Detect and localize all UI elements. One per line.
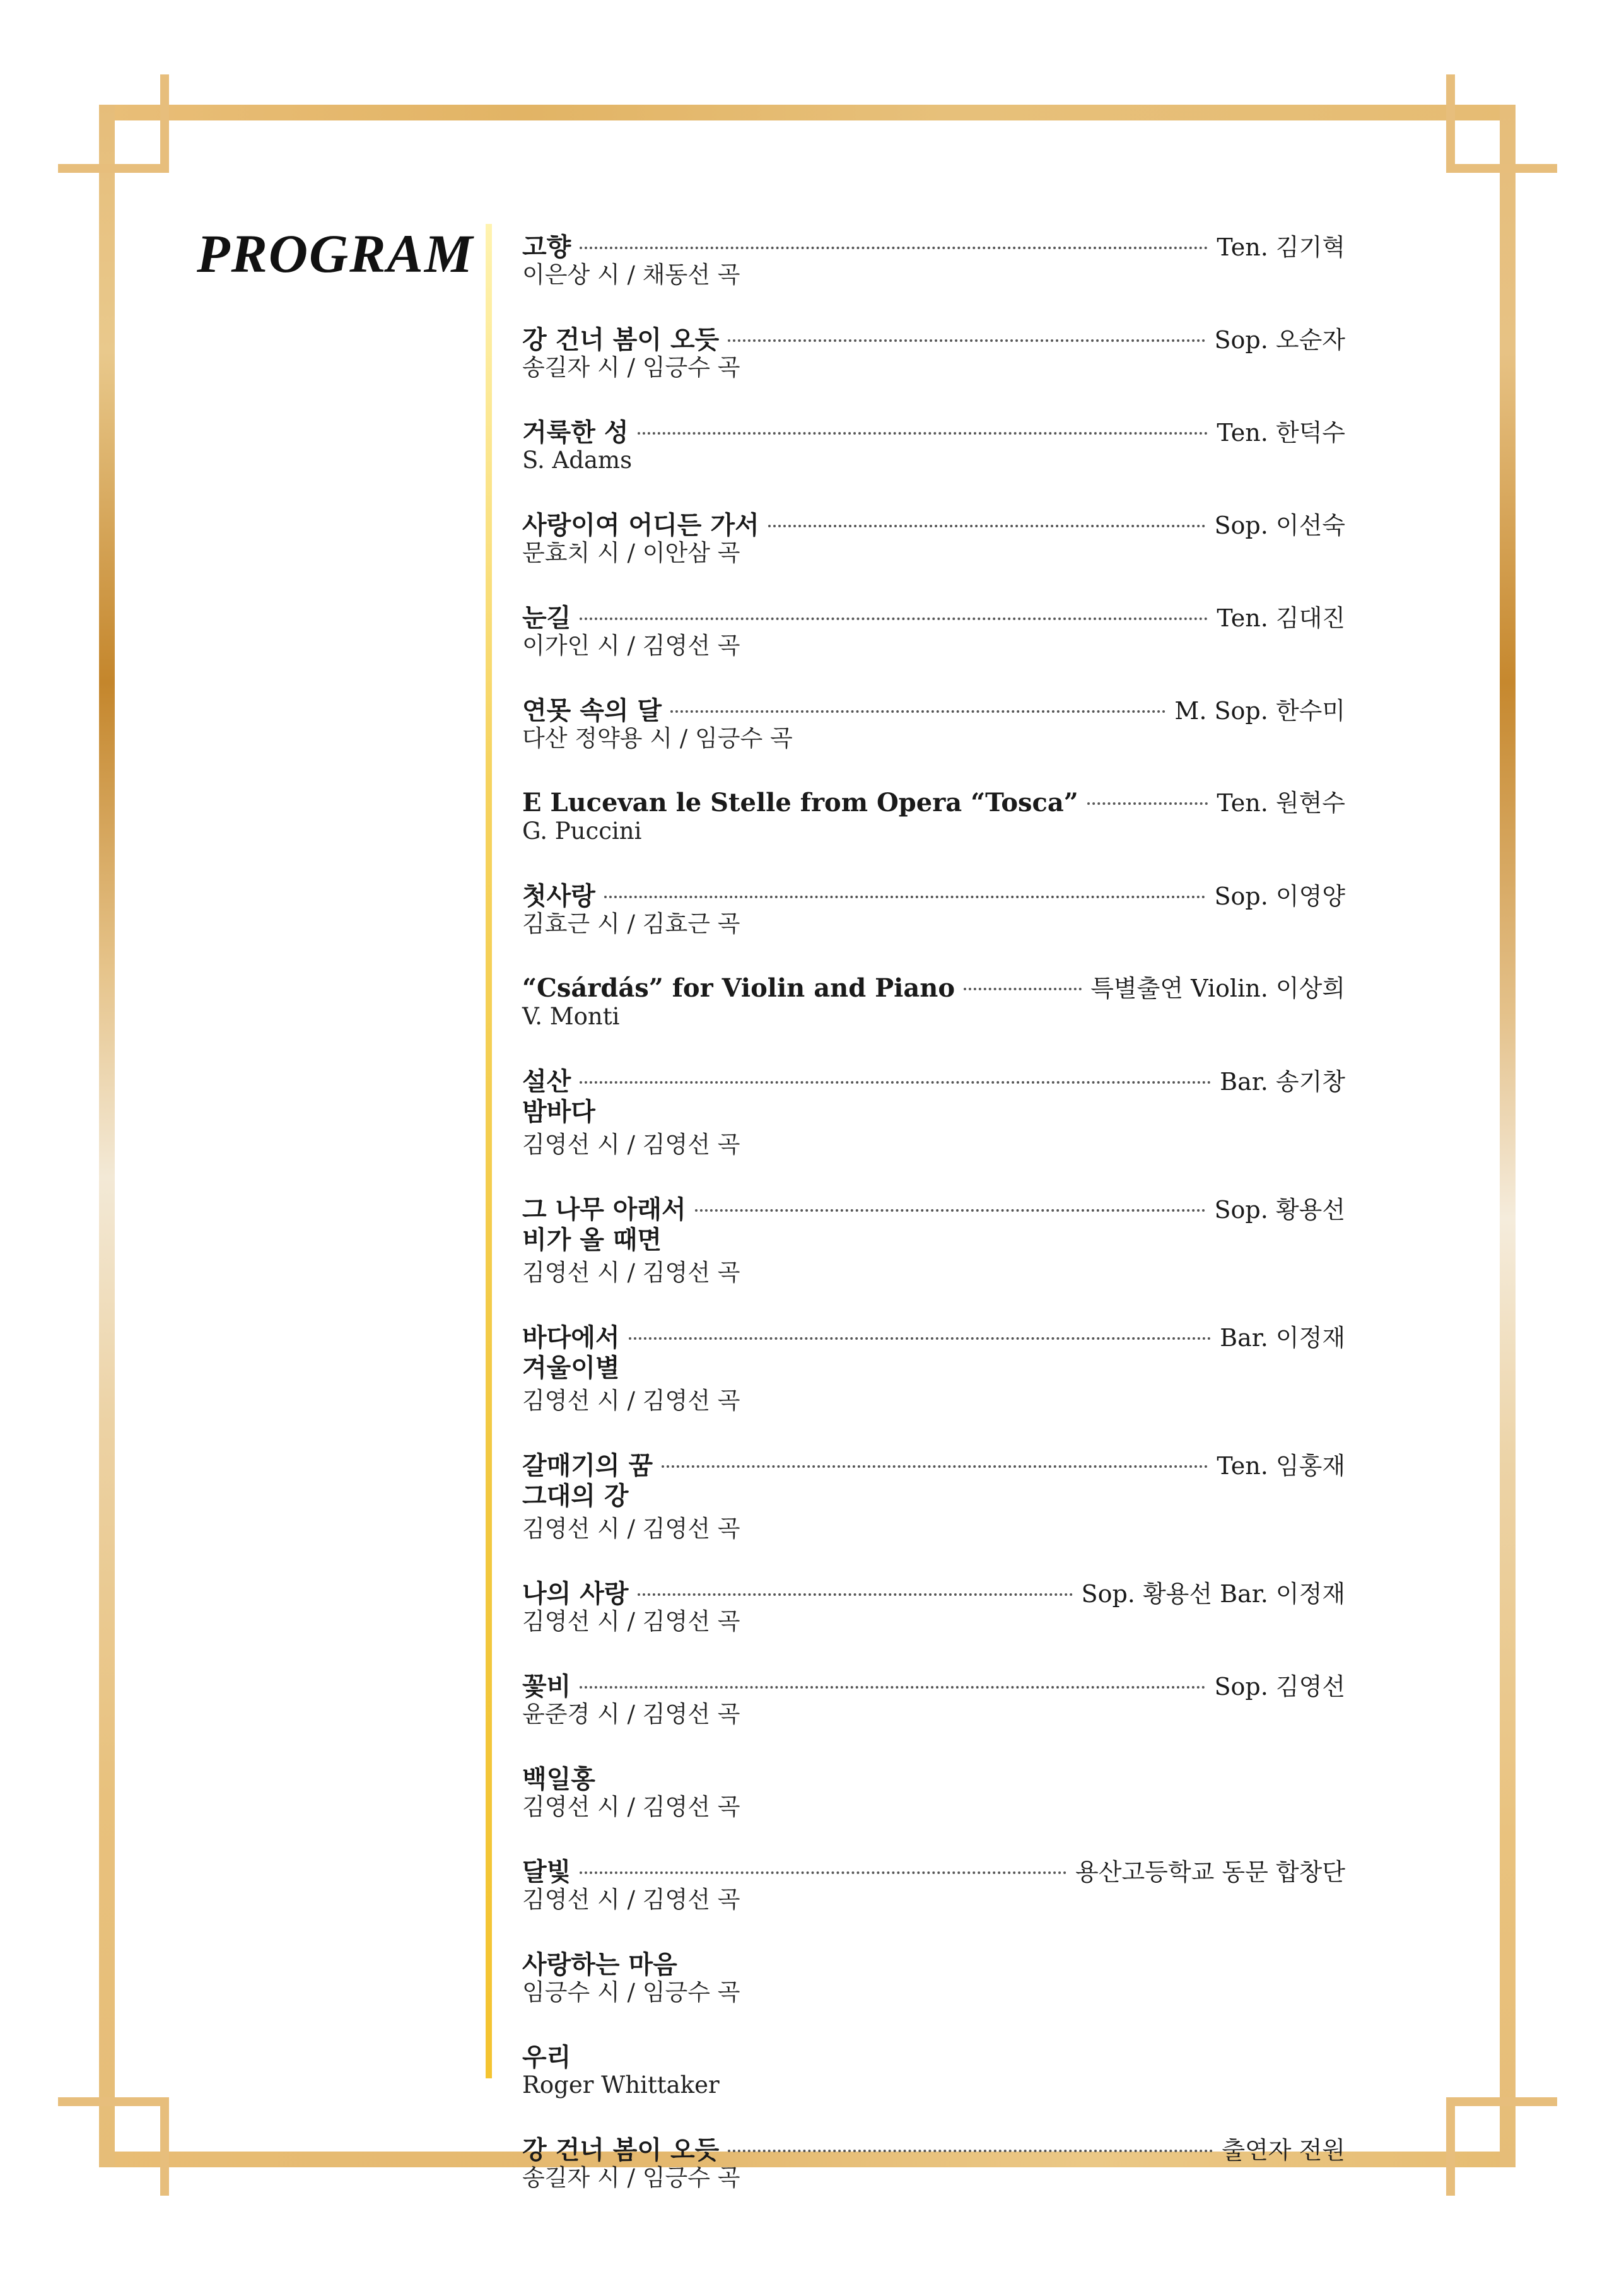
program-entry bbox=[522, 2037, 1345, 2100]
credit-line: 김영선 시 / 김영선 곡 bbox=[522, 1131, 740, 1158]
program-entry bbox=[522, 598, 1345, 661]
program-entry-row bbox=[522, 783, 1345, 816]
dot-leader bbox=[580, 1081, 1211, 1084]
program-entry-row bbox=[522, 1759, 1345, 1792]
program-entry-row bbox=[522, 1852, 1345, 1885]
program-entry-row bbox=[522, 691, 1345, 723]
program-entry-row bbox=[522, 598, 1345, 631]
program-entry-row bbox=[522, 1945, 1345, 1977]
program-entry-row bbox=[522, 413, 1345, 445]
credit-line: 윤준경 시 / 김영선 곡 bbox=[522, 1701, 740, 1728]
program-entry bbox=[522, 691, 1345, 754]
credit-line: 김효근 시 / 김효근 곡 bbox=[522, 910, 740, 937]
performer: Ten. 원현수 bbox=[1217, 789, 1345, 817]
song-title: 강 건너 봄이 오듯 bbox=[522, 2135, 720, 2165]
song-title: 달빛 bbox=[522, 1857, 571, 1887]
credit-line: 임긍수 시 / 임긍수 곡 bbox=[522, 1979, 740, 2006]
credit-line: 김영선 시 / 김영선 곡 bbox=[522, 1515, 740, 1542]
corner-bl-vertical bbox=[160, 2097, 169, 2196]
dot-leader bbox=[604, 896, 1206, 898]
corner-tr-vertical bbox=[1446, 74, 1455, 173]
program-entry-row bbox=[522, 1318, 1345, 1350]
credit-line: Roger Whittaker bbox=[522, 2071, 720, 2099]
performer: Bar. 송기창 bbox=[1220, 1068, 1345, 1096]
performer: Sop. 황용선 bbox=[1214, 1196, 1345, 1224]
song-title: 연못 속의 달 bbox=[522, 696, 662, 725]
song-title: 백일홍 bbox=[522, 1764, 595, 1794]
song-title-second: 비가 올 때면 bbox=[522, 1225, 662, 1255]
program-entry bbox=[522, 1446, 1345, 1544]
song-title: 첫사랑 bbox=[522, 881, 595, 911]
dot-leader bbox=[638, 432, 1208, 435]
song-title: 꽃비 bbox=[522, 1672, 571, 1701]
performer: Ten. 김기혁 bbox=[1217, 233, 1345, 261]
performer: Sop. 김영선 bbox=[1214, 1673, 1345, 1701]
song-title: 우리 bbox=[522, 2042, 571, 2072]
credit-line: 송길자 시 / 임긍수 곡 bbox=[522, 2164, 740, 2191]
credit-line: 문효치 시 / 이안삼 곡 bbox=[522, 539, 740, 566]
program-list bbox=[522, 227, 1345, 2223]
program-entry-row bbox=[522, 505, 1345, 538]
dot-leader bbox=[580, 618, 1208, 620]
program-entry bbox=[522, 413, 1345, 476]
credit-line: 김영선 시 / 김영선 곡 bbox=[522, 1387, 740, 1414]
corner-tr-horizontal bbox=[1446, 164, 1557, 173]
performer: 용산고등학교 동문 합창단 bbox=[1075, 1858, 1345, 1886]
program-entry bbox=[522, 1759, 1345, 1822]
program-entry-row bbox=[522, 1190, 1345, 1222]
credit-line: V. Monti bbox=[522, 1003, 620, 1030]
song-title: E Lucevan le Stelle from Opera “Tosca” bbox=[522, 788, 1078, 817]
dot-leader bbox=[768, 525, 1206, 527]
song-title: 사랑이여 어디든 가서 bbox=[522, 510, 759, 540]
program-entry-row bbox=[522, 1574, 1345, 1607]
program-entry bbox=[522, 1666, 1345, 1730]
performer: Sop. 이영양 bbox=[1214, 882, 1345, 910]
performer: Ten. 임홍재 bbox=[1217, 1452, 1345, 1480]
program-entry-row bbox=[522, 876, 1345, 909]
frame-top bbox=[99, 105, 1516, 120]
dot-leader bbox=[1087, 802, 1208, 805]
page-title: PROGRAM bbox=[197, 223, 474, 284]
program-entry-row bbox=[522, 1446, 1345, 1479]
program-entry-row bbox=[522, 227, 1345, 260]
song-title-second: 밤바다 bbox=[522, 1097, 595, 1127]
credit-line: G. Puccini bbox=[522, 817, 642, 845]
dot-leader bbox=[580, 247, 1208, 249]
song-title: “Csárdás” for Violin and Piano bbox=[522, 973, 955, 1003]
corner-tl-horizontal bbox=[58, 164, 169, 173]
corner-bl-horizontal bbox=[58, 2097, 169, 2106]
performer: Sop. 이선숙 bbox=[1214, 512, 1345, 539]
gold-divider bbox=[486, 224, 492, 2078]
credit-line: 다산 정약용 시 / 임긍수 곡 bbox=[522, 725, 793, 752]
dot-leader bbox=[670, 710, 1165, 713]
program-entry bbox=[522, 320, 1345, 383]
credit-line: 김영선 시 / 김영선 곡 bbox=[522, 1608, 740, 1635]
dot-leader bbox=[580, 1871, 1066, 1874]
song-title: 설산 bbox=[522, 1067, 571, 1096]
credit-line: 송길자 시 / 임긍수 곡 bbox=[522, 354, 740, 381]
program-entry bbox=[522, 1190, 1345, 1288]
performer: Ten. 한덕수 bbox=[1217, 419, 1345, 447]
dot-leader bbox=[629, 1337, 1212, 1340]
song-title: 눈길 bbox=[522, 603, 571, 633]
performer: Ten. 김대진 bbox=[1217, 604, 1345, 632]
song-title: 사랑하는 마음 bbox=[522, 1950, 677, 1979]
dot-leader bbox=[964, 988, 1082, 990]
credit-line: 이가인 시 / 김영선 곡 bbox=[522, 632, 740, 659]
program-entry bbox=[522, 783, 1345, 846]
song-title: 바다에서 bbox=[522, 1323, 620, 1352]
program-entry bbox=[522, 227, 1345, 290]
dot-leader bbox=[662, 1465, 1208, 1468]
program-entry bbox=[522, 969, 1345, 1032]
performer: Sop. 황용선 Bar. 이정재 bbox=[1081, 1580, 1345, 1608]
song-title-second: 그대의 강 bbox=[522, 1481, 629, 1511]
song-title: 강 건너 봄이 오듯 bbox=[522, 325, 720, 354]
credit-line: 김영선 시 / 김영선 곡 bbox=[522, 1793, 740, 1820]
performer: 특별출연 Violin. 이상희 bbox=[1090, 975, 1345, 1002]
frame-left bbox=[99, 105, 115, 2167]
dot-leader bbox=[638, 1593, 1073, 1596]
program-entry-row bbox=[522, 2130, 1345, 2163]
performer: Bar. 이정재 bbox=[1220, 1324, 1345, 1352]
program-entry bbox=[522, 1062, 1345, 1160]
credit-line: 김영선 시 / 김영선 곡 bbox=[522, 1886, 740, 1913]
performer: 출연자 전원 bbox=[1222, 2136, 1345, 2164]
program-entry-row bbox=[522, 1062, 1345, 1094]
program-entry-row bbox=[522, 1666, 1345, 1699]
dot-leader bbox=[580, 1686, 1205, 1689]
program-entry bbox=[522, 1318, 1345, 1416]
frame-right bbox=[1500, 105, 1516, 2167]
dot-leader bbox=[728, 339, 1205, 342]
program-entry bbox=[522, 2130, 1345, 2193]
song-title: 고향 bbox=[522, 232, 571, 262]
program-entry bbox=[522, 1852, 1345, 1915]
dot-leader bbox=[728, 2150, 1213, 2152]
song-title: 거룩한 성 bbox=[522, 418, 629, 447]
program-entry bbox=[522, 1945, 1345, 2008]
corner-br-horizontal bbox=[1446, 2097, 1557, 2106]
program-entry bbox=[522, 505, 1345, 568]
program-entry-row bbox=[522, 969, 1345, 1002]
dot-leader bbox=[695, 1209, 1206, 1212]
credit-line: 김영선 시 / 김영선 곡 bbox=[522, 1259, 740, 1286]
song-title: 그 나무 아래서 bbox=[522, 1195, 686, 1224]
program-entry-row bbox=[522, 2037, 1345, 2070]
corner-tl-vertical bbox=[160, 74, 169, 173]
credit-line: S. Adams bbox=[522, 447, 633, 474]
credit-line: 이은상 시 / 채동선 곡 bbox=[522, 261, 740, 288]
song-title: 갈매기의 꿈 bbox=[522, 1451, 653, 1480]
corner-br-vertical bbox=[1446, 2097, 1455, 2196]
song-title: 나의 사랑 bbox=[522, 1579, 629, 1608]
song-title-second: 겨울이별 bbox=[522, 1353, 620, 1383]
performer: M. Sop. 한수미 bbox=[1174, 697, 1345, 725]
program-entry bbox=[522, 876, 1345, 939]
program-entry-row bbox=[522, 320, 1345, 353]
performer: Sop. 오순자 bbox=[1214, 326, 1345, 354]
program-entry bbox=[522, 1574, 1345, 1637]
